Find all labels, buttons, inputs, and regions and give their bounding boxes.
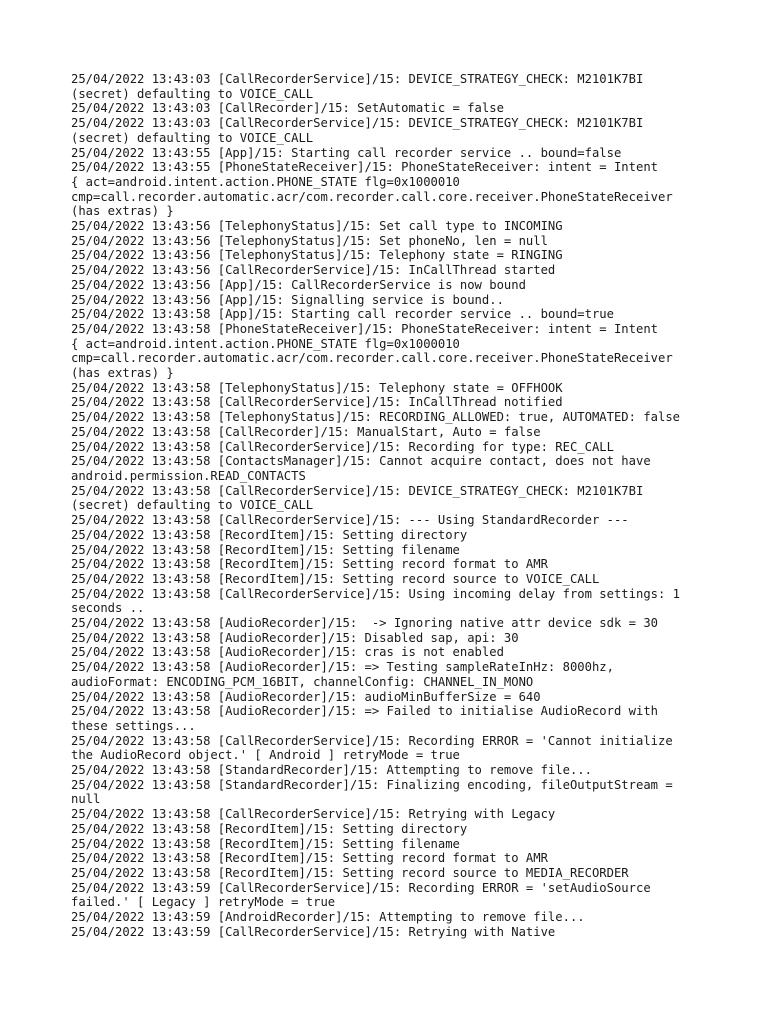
log-line: 25/04/2022 13:43:58 [AudioRecorder]/15: => Testing sampleRateInHz: 8000hz, — [71, 660, 614, 675]
log-line: 25/04/2022 13:43:58 [StandardRecorder]/15: Finalizing encoding, fileOutputStream = — [71, 777, 673, 792]
log-line: (has extras) } — [71, 204, 174, 219]
log-line: 25/04/2022 13:43:58 [CallRecorder]/15: ManualStart, Auto = false — [71, 424, 541, 439]
log-line: 25/04/2022 13:43:56 [App]/15: CallRecorderService is now bound — [71, 277, 526, 292]
log-line: { act=android.intent.action.PHONE_STATE flg=0x1000010 — [71, 336, 460, 351]
log-line: these settings... — [71, 718, 196, 733]
log-line: (secret) defaulting to VOICE_CALL — [71, 86, 314, 101]
log-line: (secret) defaulting to VOICE_CALL — [71, 498, 314, 513]
log-line: 25/04/2022 13:43:55 [PhoneStateReceiver]/15: PhoneStateReceiver: intent = Intent — [71, 160, 658, 175]
log-line: 25/04/2022 13:43:55 [App]/15: Starting call recorder service .. bound=false — [71, 145, 622, 160]
log-line: 25/04/2022 13:43:56 [TelephonyStatus]/15: Set call type to INCOMING — [71, 219, 563, 234]
log-line: 25/04/2022 13:43:58 [PhoneStateReceiver]/15: PhoneStateReceiver: intent = Intent — [71, 321, 658, 336]
log-line: 25/04/2022 13:43:58 [CallRecorderService]/15: Retrying with Legacy — [71, 807, 556, 822]
log-line: 25/04/2022 13:43:58 [RecordItem]/15: Setting filename — [71, 542, 460, 557]
log-line: 25/04/2022 13:43:58 [RecordItem]/15: Setting record source to VOICE_CALL — [71, 571, 600, 586]
log-line: 25/04/2022 13:43:58 [CallRecorderService]/15: Recording for type: REC_CALL — [71, 439, 614, 454]
log-line: 25/04/2022 13:43:59 [CallRecorderService]/15: Retrying with Native — [71, 924, 556, 939]
log-line: 25/04/2022 13:43:58 [ContactsManager]/15: Cannot acquire contact, does not have — [71, 454, 651, 469]
log-line: 25/04/2022 13:43:58 [CallRecorderService]/15: --- Using StandardRecorder --- — [71, 513, 629, 528]
log-line: 25/04/2022 13:43:56 [App]/15: Signalling service is bound.. — [71, 292, 504, 307]
log-line: (secret) defaulting to VOICE_CALL — [71, 130, 314, 145]
log-line: 25/04/2022 13:43:58 [AudioRecorder]/15: audioMinBufferSize = 640 — [71, 689, 541, 704]
log-line: 25/04/2022 13:43:58 [TelephonyStatus]/15: RECORDING_ALLOWED: true, AUTOMATED: false — [71, 410, 681, 425]
log-line: 25/04/2022 13:43:03 [CallRecorder]/15: SetAutomatic = false — [71, 101, 504, 116]
log-line: 25/04/2022 13:43:58 [RecordItem]/15: Setting record source to MEDIA_RECORDER — [71, 865, 629, 880]
log-line: the AudioRecord object.' [ Android ] retryMode = true — [71, 748, 460, 763]
log-line: 25/04/2022 13:43:58 [RecordItem]/15: Setting filename — [71, 836, 460, 851]
log-line: 25/04/2022 13:43:59 [AndroidRecorder]/15: Attempting to remove file... — [71, 910, 585, 925]
log-line: 25/04/2022 13:43:58 [CallRecorderService]/15: InCallThread notified — [71, 395, 563, 410]
log-line: 25/04/2022 13:43:58 [RecordItem]/15: Setting directory — [71, 821, 468, 836]
log-document — [71, 72, 711, 939]
log-line: cmp=call.recorder.automatic.acr/com.recorder.call.core.receiver.PhoneStateReceiver — [71, 189, 673, 204]
log-line: 25/04/2022 13:43:58 [CallRecorderService]/15: Recording ERROR = 'Cannot initialize — [71, 733, 673, 748]
log-line: 25/04/2022 13:43:58 [AudioRecorder]/15: -> Ignoring native attr device sdk = 30 — [71, 616, 658, 631]
log-line: audioFormat: ENCODING_PCM_16BIT, channelConfig: CHANNEL_IN_MONO — [71, 674, 534, 689]
log-line: 25/04/2022 13:43:58 [RecordItem]/15: Setting record format to AMR — [71, 851, 548, 866]
log-line: failed.' [ Legacy ] retryMode = true — [71, 895, 336, 910]
log-line: 25/04/2022 13:43:59 [CallRecorderService]/15: Recording ERROR = 'setAudioSource — [71, 880, 651, 895]
log-line: 25/04/2022 13:43:58 [AudioRecorder]/15: => Failed to initialise AudioRecord with — [71, 704, 658, 719]
log-line: null — [71, 792, 101, 807]
log-line: 25/04/2022 13:43:56 [TelephonyStatus]/15: Telephony state = RINGING — [71, 248, 563, 263]
log-line: 25/04/2022 13:43:58 [CallRecorderService]/15: Using incoming delay from settings: 1 — [71, 586, 681, 601]
log-line: 25/04/2022 13:43:58 [TelephonyStatus]/15: Telephony state = OFFHOOK — [71, 380, 563, 395]
log-line: cmp=call.recorder.automatic.acr/com.recorder.call.core.receiver.PhoneStateReceiver — [71, 351, 673, 366]
log-line: 25/04/2022 13:43:58 [RecordItem]/15: Setting record format to AMR — [71, 557, 548, 572]
log-line: 25/04/2022 13:43:03 [CallRecorderService]/15: DEVICE_STRATEGY_CHECK: M2101K7BI — [71, 72, 644, 86]
log-line: 25/04/2022 13:43:03 [CallRecorderService]/15: DEVICE_STRATEGY_CHECK: M2101K7BI — [71, 116, 644, 131]
log-line: 25/04/2022 13:43:58 [StandardRecorder]/15: Attempting to remove file... — [71, 763, 592, 778]
log-line: 25/04/2022 13:43:56 [TelephonyStatus]/15: Set phoneNo, len = null — [71, 233, 548, 248]
log-line: seconds .. — [71, 601, 145, 616]
log-line: 25/04/2022 13:43:56 [CallRecorderService]/15: InCallThread started — [71, 263, 556, 278]
log-line: 25/04/2022 13:43:58 [CallRecorderService]/15: DEVICE_STRATEGY_CHECK: M2101K7BI — [71, 483, 644, 498]
log-line: 25/04/2022 13:43:58 [App]/15: Starting call recorder service .. bound=true — [71, 307, 614, 322]
log-line: (has extras) } — [71, 366, 174, 381]
log-line: 25/04/2022 13:43:58 [AudioRecorder]/15: Disabled sap, api: 30 — [71, 630, 519, 645]
log-line: 25/04/2022 13:43:58 [AudioRecorder]/15: cras is not enabled — [71, 645, 504, 660]
log-line: { act=android.intent.action.PHONE_STATE flg=0x1000010 — [71, 174, 460, 189]
log-line: android.permission.READ_CONTACTS — [71, 468, 306, 483]
log-line: 25/04/2022 13:43:58 [RecordItem]/15: Setting directory — [71, 527, 468, 542]
